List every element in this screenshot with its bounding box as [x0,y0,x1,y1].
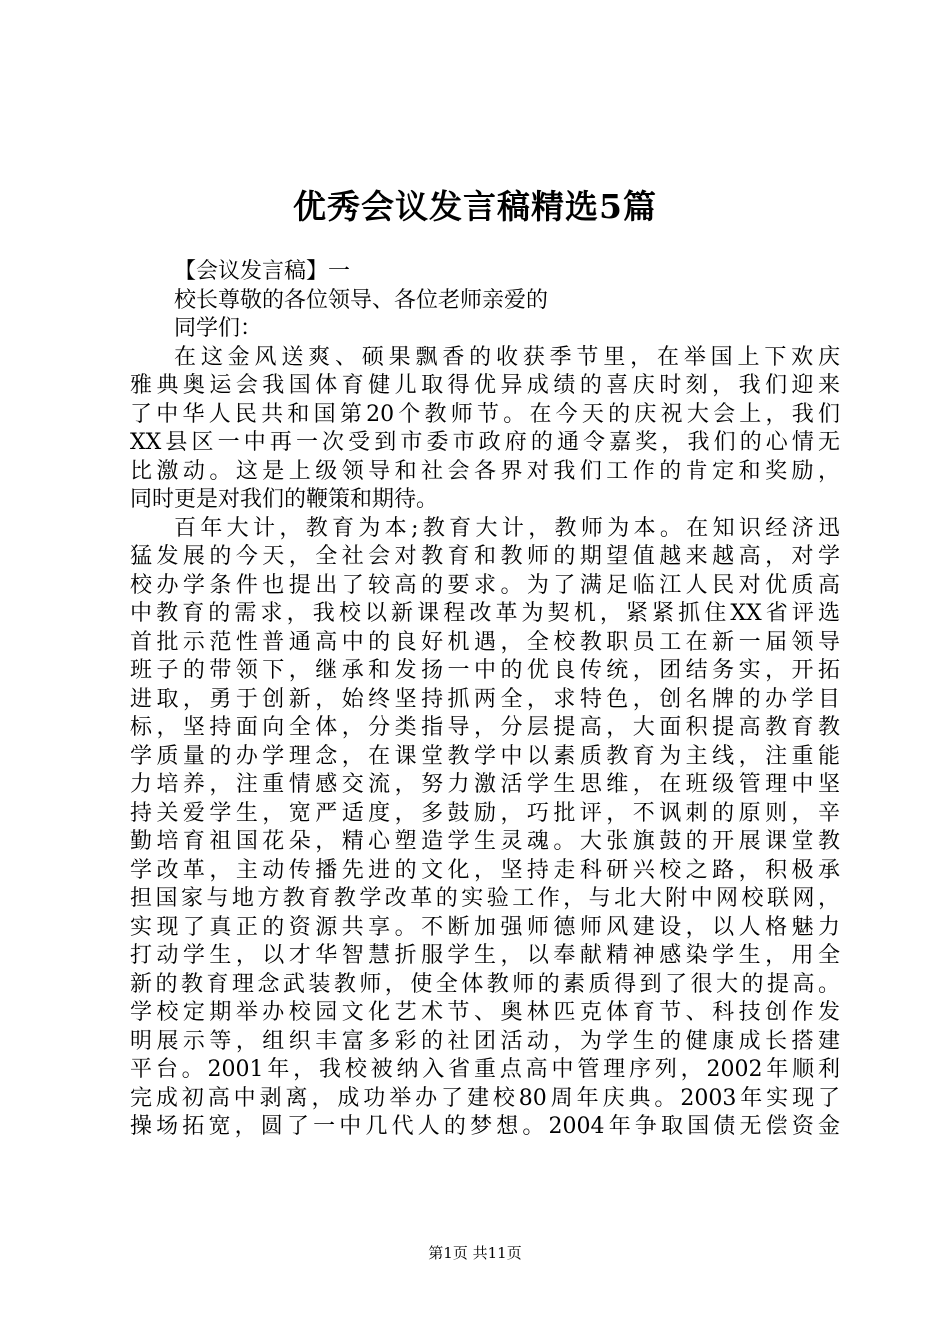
text-line: 在这金风送爽、硕果飘香的收获季节里，在举国上下欢庆 [174,344,840,370]
document-body [130,258,840,1142]
text-line: 持关爱学生，宽严适度，多鼓励，巧批评，不讽刺的原则，辛 [130,800,840,826]
page-title: 优秀会议发言稿精选5篇 [293,187,657,226]
text-line: 进取，勇于创新，始终坚持抓两全，求特色，创名牌的办学目 [130,686,840,712]
text-line: 完成初高中剥离，成功举办了建校80周年庆典。2003年实现了 [130,1085,840,1111]
text-line: 百年大计，教育为本;教育大计，教师为本。在知识经济迅 [174,515,840,541]
text-line: 【会议发言稿】一 [174,259,351,284]
text-line: XX县区一中再一次受到市委市政府的通令嘉奖，我们的心情无 [130,430,840,455]
text-line: 学校定期举办校园文化艺术节、奥林匹克体育节、科技创作发 [130,1000,840,1025]
text-line: 班子的带领下，继承和发扬一中的优良传统，团结务实，开拓 [130,658,840,683]
text-line: 平台。2001年，我校被纳入省重点高中管理序列，2002年顺利 [130,1057,840,1082]
text-line: 勤培育祖国花朵，精心塑造学生灵魂。大张旗鼓的开展课堂教 [130,829,840,854]
text-line: 力培养，注重情感交流，努力激活学生思维，在班级管理中坚 [130,772,840,797]
text-line: 校长尊敬的各位领导、各位老师亲爱的 [174,287,549,313]
text-line: 猛发展的今天，全社会对教育和教师的期望值越来越高，对学 [130,544,840,569]
text-line: 标，坚持面向全体，分类指导，分层提高，大面积提高教育教 [130,715,840,740]
text-line: 同学们： [174,316,263,341]
text-line: 担国家与地方教育教学改革的实验工作，与北大附中网校联网， [130,886,840,911]
text-line: 打动学生，以才华智慧折服学生，以奉献精神感染学生，用全 [130,943,840,968]
text-line: 同时更是对我们的鞭策和期待。 [130,487,439,512]
text-line: 学改革，主动传播先进的文化，坚持走科研兴校之路，积极承 [130,857,840,883]
text-line: 雅典奥运会我国体育健儿取得优异成绩的喜庆时刻，我们迎来 [130,373,840,398]
page-footer: 第1页 共11页 [428,1244,522,1262]
text-line: 中教育的需求，我校以新课程改革为契机，紧紧抓住XX省评选 [130,601,840,626]
text-line: 学质量的办学理念，在课堂教学中以素质教育为主线，注重能 [130,743,840,769]
text-line: 新的教育理念武装教师，使全体教师的素质得到了很大的提高。 [130,971,840,997]
text-line: 首批示范性普通高中的良好机遇，全校教职员工在新一届领导 [130,629,840,655]
text-line: 了中华人民共和国第20个教师节。在今天的庆祝大会上，我们 [130,401,840,427]
text-line: 比激动。这是上级领导和社会各界对我们工作的肯定和奖励， [130,458,840,484]
text-line: 明展示等，组织丰富多彩的社团活动，为学生的健康成长搭建 [130,1028,840,1054]
text-line: 校办学条件也提出了较高的要求。为了满足临江人民对优质高 [130,572,840,598]
text-line: 操场拓宽，圆了一中几代人的梦想。2004年争取国债无偿资金 [130,1114,840,1139]
text-line: 实现了真正的资源共享。不断加强师德师风建设，以人格魅力 [130,914,840,940]
